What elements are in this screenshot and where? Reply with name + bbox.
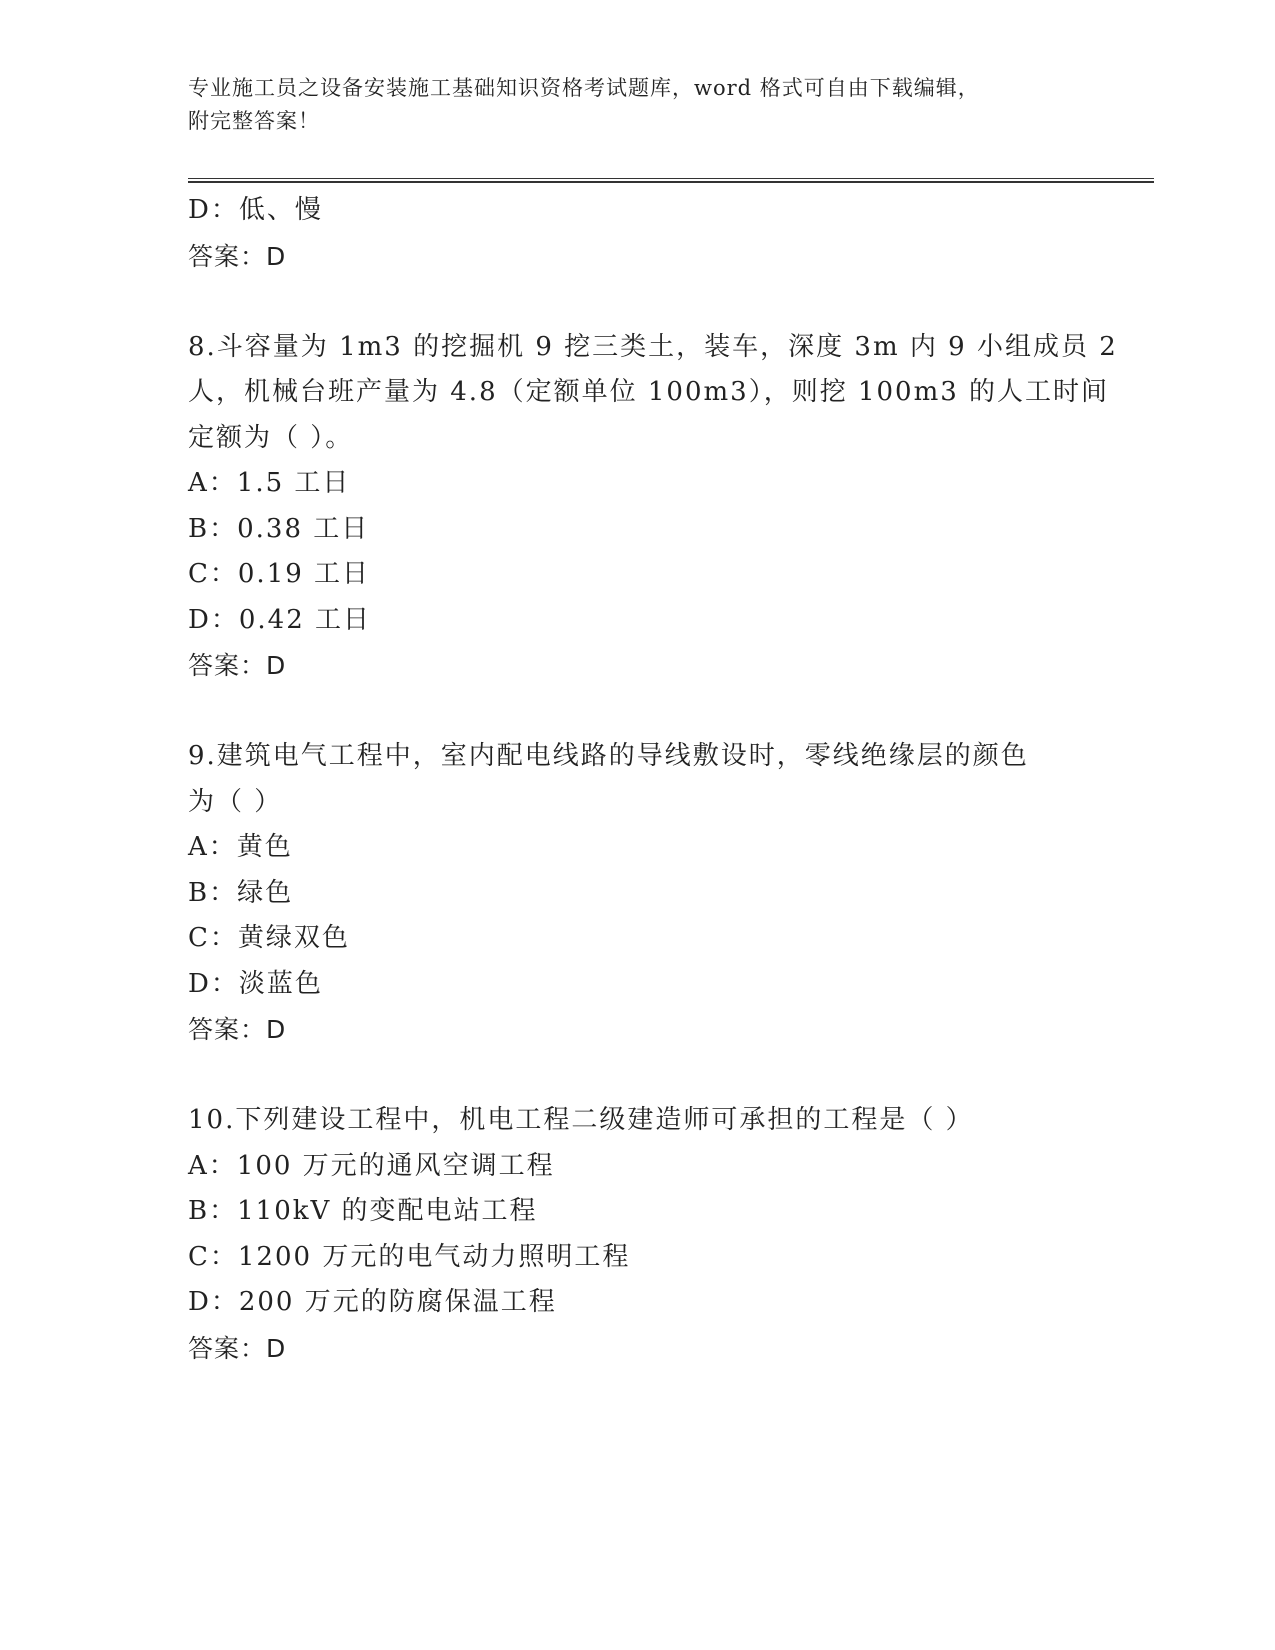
option-b: B：110kV 的变配电站工程 bbox=[188, 1196, 538, 1226]
option-b: B：0.38 工日 bbox=[188, 513, 370, 544]
spacer bbox=[188, 279, 1088, 325]
option-d: D：淡蓝色 bbox=[188, 968, 323, 999]
question-9 bbox=[188, 734, 1088, 1053]
question-stem-line: 为（ ） bbox=[188, 786, 283, 817]
question-stem-line: 8.斗容量为 1m3 的挖掘机 9 挖三类土，装车，深度 3m 内 9 小组成员 2 bbox=[188, 331, 1118, 362]
option-d: D：0.42 工日 bbox=[188, 604, 372, 635]
option-c: C：黄绿双色 bbox=[188, 923, 350, 953]
option-c: C：1200 万元的电气动力照明工程 bbox=[188, 1241, 631, 1272]
question-8 bbox=[188, 325, 1118, 689]
question-stem-line: 定额为（ ）。 bbox=[188, 422, 354, 453]
previous-question-tail bbox=[188, 188, 1088, 279]
question-10 bbox=[188, 1098, 1088, 1371]
spacer bbox=[188, 1053, 1088, 1099]
answer-line: 答案：D bbox=[188, 241, 287, 271]
option-a: A：1.5 工日 bbox=[188, 468, 351, 498]
option-d: D：200 万元的防腐保温工程 bbox=[188, 1287, 557, 1317]
question-stem-line: 人，机械台班产量为 4.8（定额单位 100m3），则挖 100m3 的人工时间 bbox=[188, 377, 1110, 407]
page-header bbox=[188, 72, 1068, 138]
option-a: A：黄色 bbox=[188, 832, 293, 862]
option-d: D：低、慢 bbox=[188, 195, 323, 225]
header-divider bbox=[188, 178, 1154, 183]
option-c: C：0.19 工日 bbox=[188, 559, 371, 589]
question-stem-line: 9.建筑电气工程中，室内配电线路的导线敷设时，零线绝缘层的颜色 bbox=[188, 741, 1029, 771]
question-stem-line: 10.下列建设工程中，机电工程二级建造师可承担的工程是（ ） bbox=[188, 1105, 974, 1135]
option-b: B：绿色 bbox=[188, 877, 294, 908]
answer-line: 答案：D bbox=[188, 1333, 287, 1363]
option-a: A：100 万元的通风空调工程 bbox=[188, 1150, 555, 1181]
header-line-2: 附完整答案！ bbox=[188, 109, 320, 133]
spacer bbox=[188, 689, 1088, 735]
header-line-1: 专业施工员之设备安装施工基础知识资格考试题库，word 格式可自由下载编辑， bbox=[188, 76, 980, 100]
answer-line: 答案：D bbox=[188, 651, 287, 680]
document-body bbox=[188, 188, 1118, 1371]
answer-line: 答案：D bbox=[188, 1015, 287, 1044]
